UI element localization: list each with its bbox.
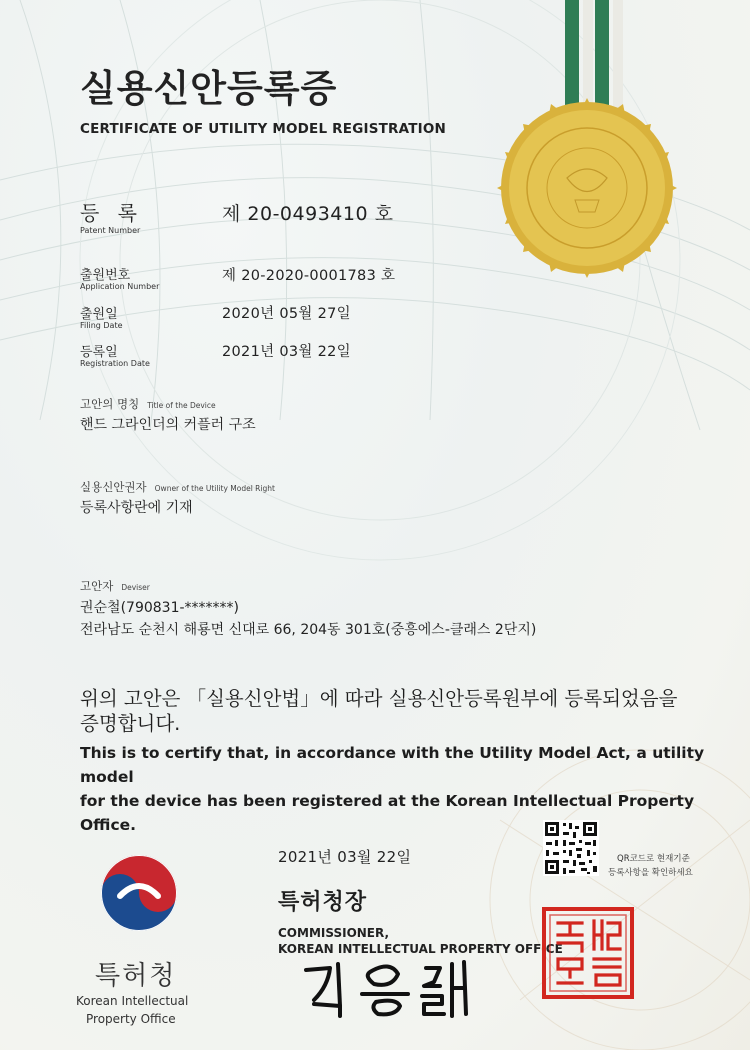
deviser-name: 권순철(790831-*******) [80,600,239,616]
kipo-name-ko: 특허청 [95,961,177,991]
statement-ko-line2: 증명합니다. [80,712,181,735]
filing-label-ko: 출원일 [80,307,118,322]
registration-label-en: Patent Number [80,226,141,235]
ribbon-stripe [613,0,623,110]
ribbon-stripe [583,0,593,110]
filing-label-en: Filing Date [80,321,123,330]
official-red-seal [540,905,636,1001]
certification-statement-en [80,741,740,837]
device-title-label-en: Title of the Device [147,401,216,410]
deviser-label [80,575,150,594]
deviser-label-ko: 고안자 [80,579,114,593]
registration-label-ko: 등 록 [80,201,143,225]
deviser-label-en: Deviser [121,583,150,592]
device-title-label [80,393,216,412]
qr-note-line2: 등록사항을 확인하세요 [608,868,693,878]
filing-date: 2020년 05월 27일 [222,306,351,322]
application-label-ko: 출원번호 [80,268,131,283]
certification-statement-ko [80,683,720,739]
statement-en-line2: for the device has been registered at the Korean Intellectual Property Office. [80,792,695,834]
registration-date-label-en: Registration Date [80,359,150,368]
statement-ko-line1: 위의 고안은 「실용신안법」에 따라 실용신안등록원부에 등록되었음을 [80,687,678,710]
device-title: 핸드 그라인더의 커플러 구조 [80,417,256,433]
commissioner-title-en-line2: KOREAN INTELLECTUAL PROPERTY OFFICE [278,942,563,956]
owner-label-ko: 실용신안권자 [80,480,147,494]
device-title-label-ko: 고안의 명칭 [80,397,140,411]
kipo-name-en-line2: Property Office [86,1012,176,1026]
registration-number: 제 20-0493410 호 [222,203,394,225]
gold-seal [495,0,685,280]
application-number: 제 20-2020-0001783 호 [222,268,396,284]
ribbon-stripe [595,0,609,110]
owner-label-en: Owner of the Utility Model Right [154,484,275,493]
owner-value: 등록사항란에 기재 [80,500,193,516]
kipo-name-en-line1: Korean Intellectual [76,994,189,1008]
commissioner-title-en-line1: COMMISSIONER, [278,926,390,940]
qr-code[interactable] [543,820,599,876]
commissioner-title-ko: 특허청장 [278,890,368,915]
certificate-title-en: CERTIFICATE OF UTILITY MODEL REGISTRATION [80,121,447,137]
statement-en-line1: This is to certify that, in accordance with the Utility Model Act, a utility model [80,744,705,786]
commissioner-signature [300,958,480,1020]
kipo-emblem-icon [98,852,180,934]
registration-date: 2021년 03월 22일 [222,344,351,360]
owner-label [80,476,275,495]
issue-date: 2021년 03월 22일 [278,848,412,866]
certificate-title-ko: 실용신안등록증 [80,67,338,110]
registration-date-label-ko: 등록일 [80,345,118,360]
application-label-en: Application Number [80,282,160,291]
qr-note-line1: QR코드로 현재기준 [617,854,690,864]
ribbon-stripe [565,0,579,110]
deviser-address: 전라남도 순천시 해룡면 신대로 66, 204동 301호(중흥에스-클래스 2단지) [80,622,537,638]
